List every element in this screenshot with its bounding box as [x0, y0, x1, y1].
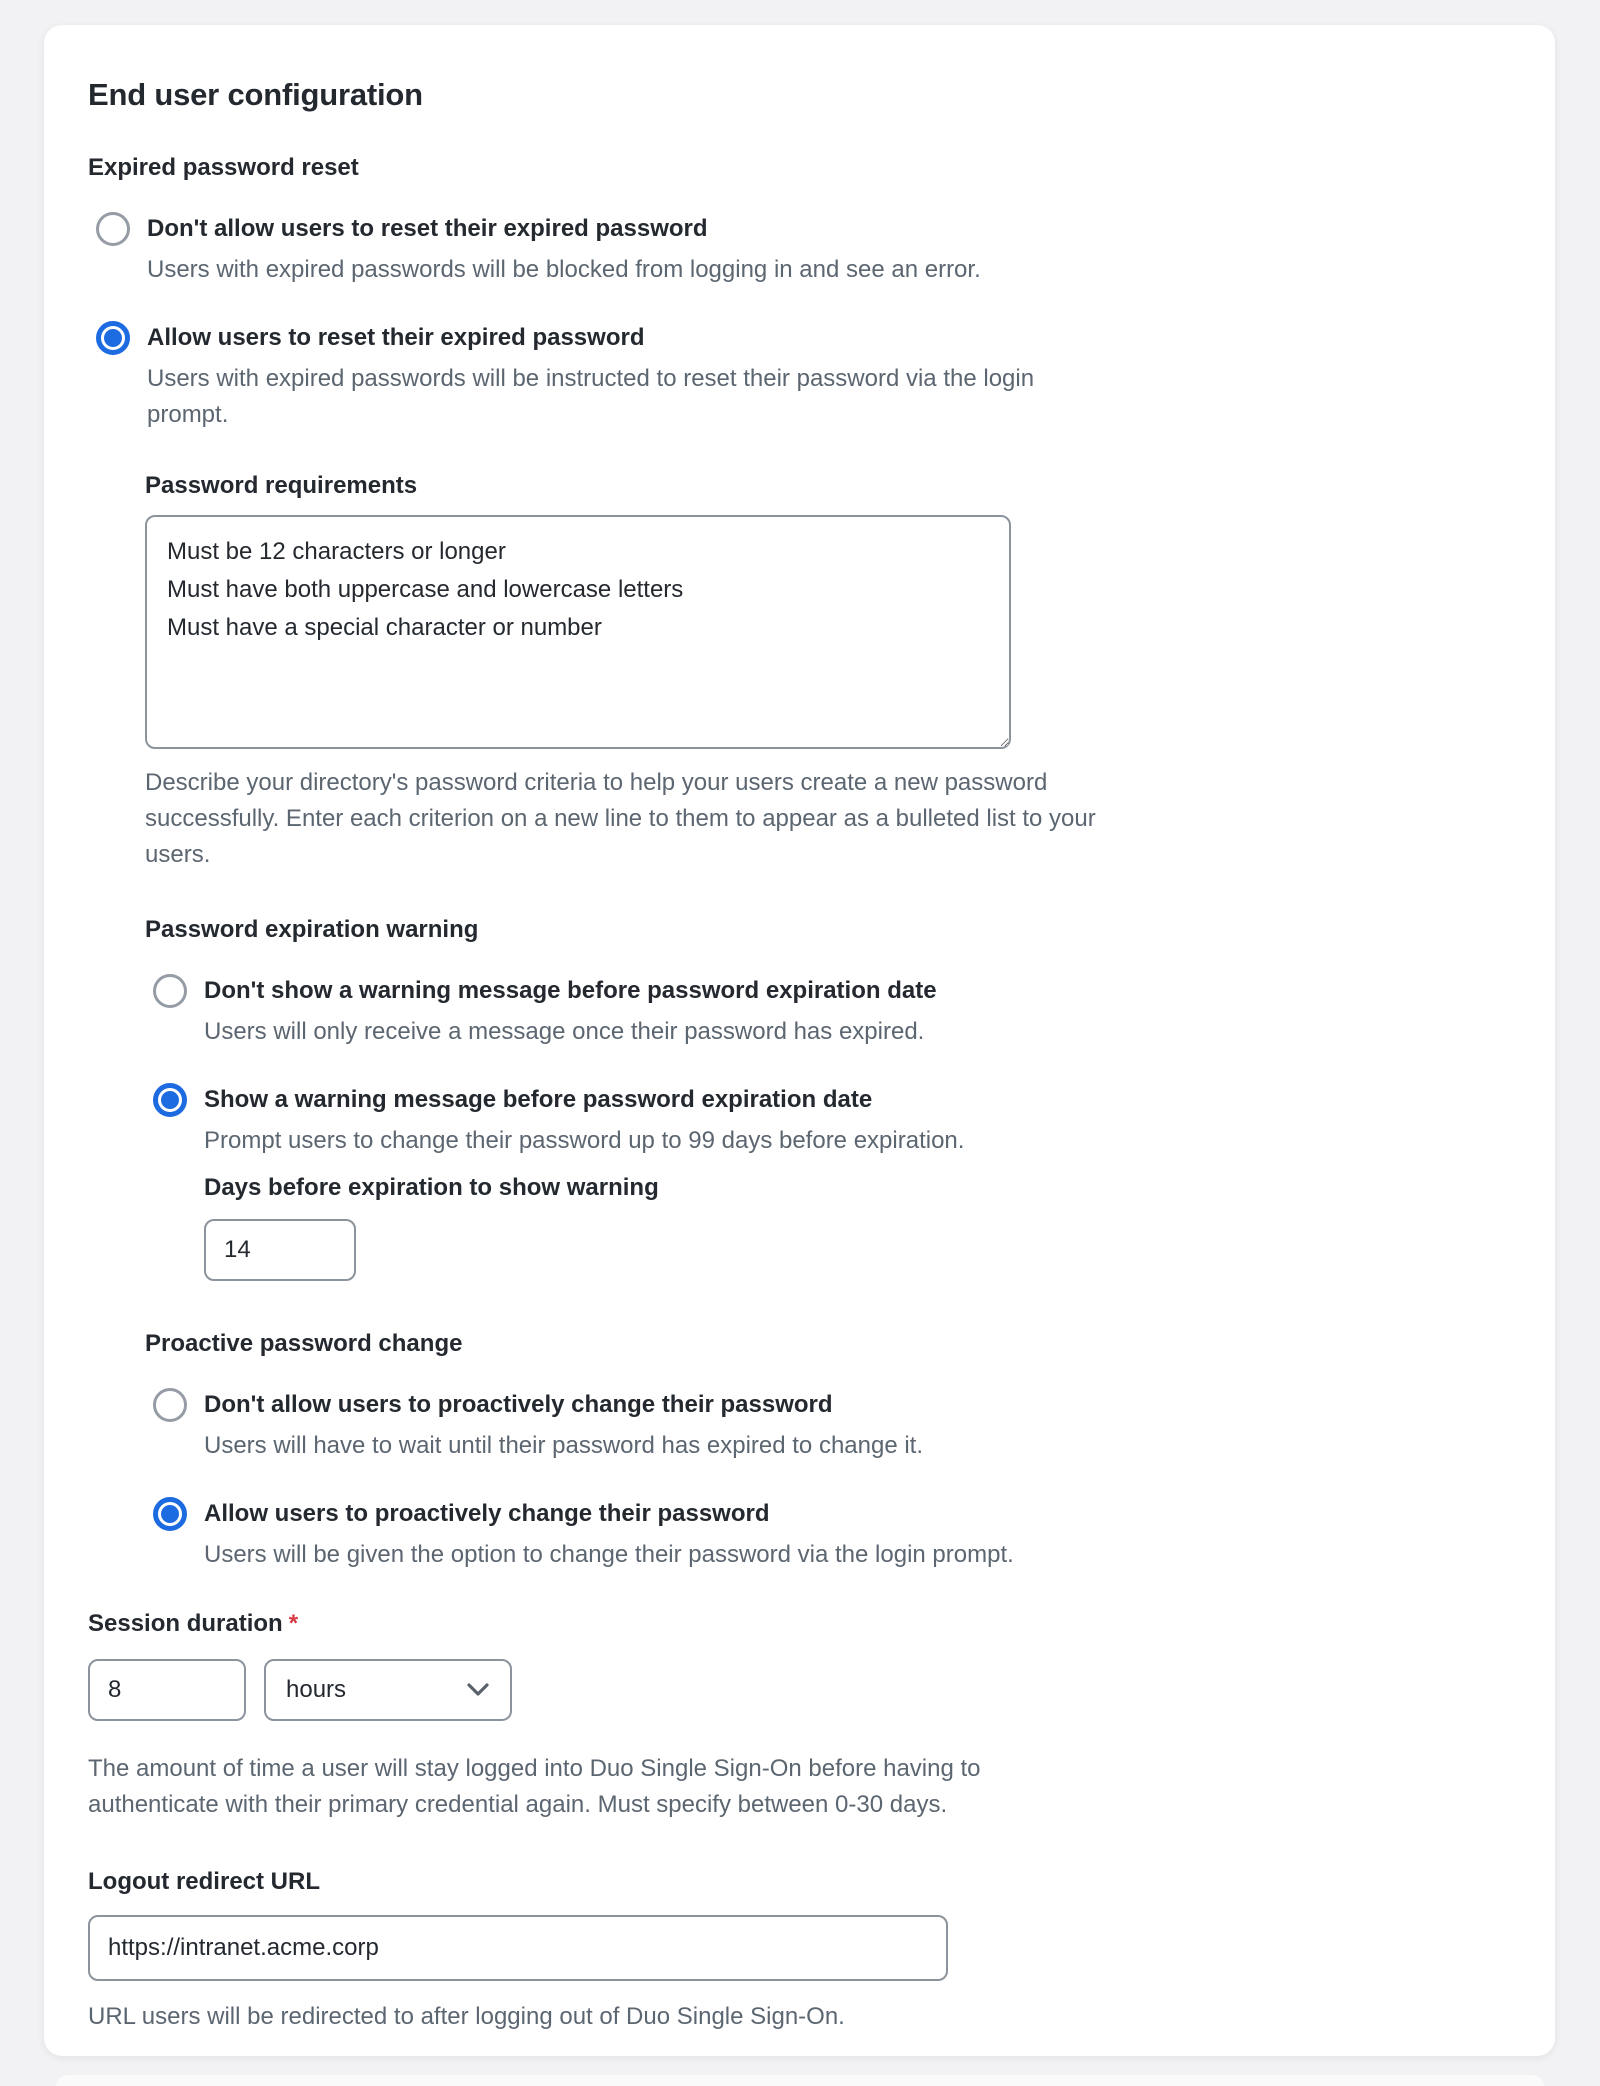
next-card-edge: [56, 2075, 1544, 2086]
days-before-expiration-input[interactable]: [204, 1219, 356, 1281]
required-asterisk: *: [288, 1610, 299, 1637]
option-allow-proactive-change: [153, 1496, 1511, 1573]
option-allow-proactive-change-label[interactable]: Allow users to proactively change their password: [204, 1500, 770, 1527]
proactive-password-change-label: Proactive password change: [145, 1330, 463, 1357]
session-duration-unit-value: hours: [286, 1676, 347, 1703]
session-duration-label-row: [88, 1609, 1511, 1639]
days-before-expiration-label: Days before expiration to show warning: [204, 1174, 659, 1201]
session-duration-unit-select[interactable]: [264, 1659, 512, 1721]
password-requirements-textarea[interactable]: [145, 515, 1011, 749]
option-dont-allow-reset: [96, 211, 1511, 288]
page-title: End user configuration: [88, 77, 423, 112]
option-show-warning: [153, 1082, 1511, 1281]
proactive-password-change-radio-group: [153, 1387, 1511, 1573]
expired-password-reset-radio-group: [96, 211, 1511, 433]
session-duration-value-input[interactable]: [88, 1659, 246, 1721]
radio-dont-allow-proactive-change[interactable]: [153, 1388, 187, 1422]
password-expiration-warning-radio-group: [153, 973, 1511, 1281]
logout-redirect-url-input[interactable]: [88, 1915, 948, 1981]
allow-reset-settings: [145, 471, 1511, 1573]
option-allow-reset-description: Users with expired passwords will be instructed to reset their password via the login prompt.: [147, 365, 1035, 428]
option-dont-allow-reset-text: [147, 211, 981, 288]
radio-show-warning[interactable]: [153, 1083, 187, 1117]
end-user-configuration-card: [44, 25, 1555, 2056]
radio-allow-proactive-change[interactable]: [153, 1497, 187, 1531]
option-show-warning-text: [204, 1082, 964, 1281]
password-requirements-label: Password requirements: [145, 472, 418, 499]
radio-dont-allow-reset[interactable]: [96, 212, 130, 246]
session-duration-description: The amount of time a user will stay logged into Duo Single Sign-On before having to authenticate with their primary credential again. Must specify between 0-30 days.: [88, 1755, 981, 1818]
option-dont-show-warning-text: [204, 973, 937, 1050]
option-dont-show-warning-label[interactable]: Don't show a warning message before password expiration date: [204, 977, 937, 1004]
option-dont-allow-reset-label[interactable]: Don't allow users to reset their expired password: [147, 215, 708, 242]
option-dont-allow-proactive-change-label[interactable]: Don't allow users to proactively change their password: [204, 1391, 833, 1418]
option-allow-reset-text: [147, 320, 1034, 433]
option-dont-allow-proactive-change: [153, 1387, 1511, 1464]
option-allow-proactive-change-text: [204, 1496, 1014, 1573]
expired-password-reset-label: Expired password reset: [88, 154, 359, 181]
logout-redirect-url-description: URL users will be redirected to after logging out of Duo Single Sign-On.: [88, 2003, 845, 2030]
chevron-down-icon: [466, 1682, 490, 1698]
option-allow-reset: [96, 320, 1511, 433]
option-allow-reset-label[interactable]: Allow users to reset their expired password: [147, 324, 645, 351]
option-show-warning-label[interactable]: Show a warning message before password expiration date: [204, 1086, 873, 1113]
session-duration-label: Session duration: [88, 1610, 283, 1637]
option-dont-allow-reset-description: Users with expired passwords will be blocked from logging in and see an error.: [147, 256, 981, 283]
option-dont-allow-proactive-change-description: Users will have to wait until their password has expired to change it.: [204, 1432, 924, 1459]
option-dont-show-warning-description: Users will only receive a message once their password has expired.: [204, 1018, 925, 1045]
radio-allow-reset[interactable]: [96, 321, 130, 355]
option-dont-allow-proactive-change-text: [204, 1387, 923, 1464]
option-allow-proactive-change-description: Users will be given the option to change their password via the login prompt.: [204, 1541, 1014, 1568]
password-requirements-description: Describe your directory's password criteria to help your users create a new password successfully. Enter each criterion on a new line to them to appear as a bulleted list to your users.: [145, 769, 1096, 868]
password-expiration-warning-label: Password expiration warning: [145, 916, 479, 943]
option-dont-show-warning: [153, 973, 1511, 1050]
radio-dont-show-warning[interactable]: [153, 974, 187, 1008]
logout-redirect-url-label: Logout redirect URL: [88, 1868, 320, 1895]
option-show-warning-description: Prompt users to change their password up to 99 days before expiration.: [204, 1127, 965, 1154]
session-duration-controls: [88, 1659, 1511, 1721]
